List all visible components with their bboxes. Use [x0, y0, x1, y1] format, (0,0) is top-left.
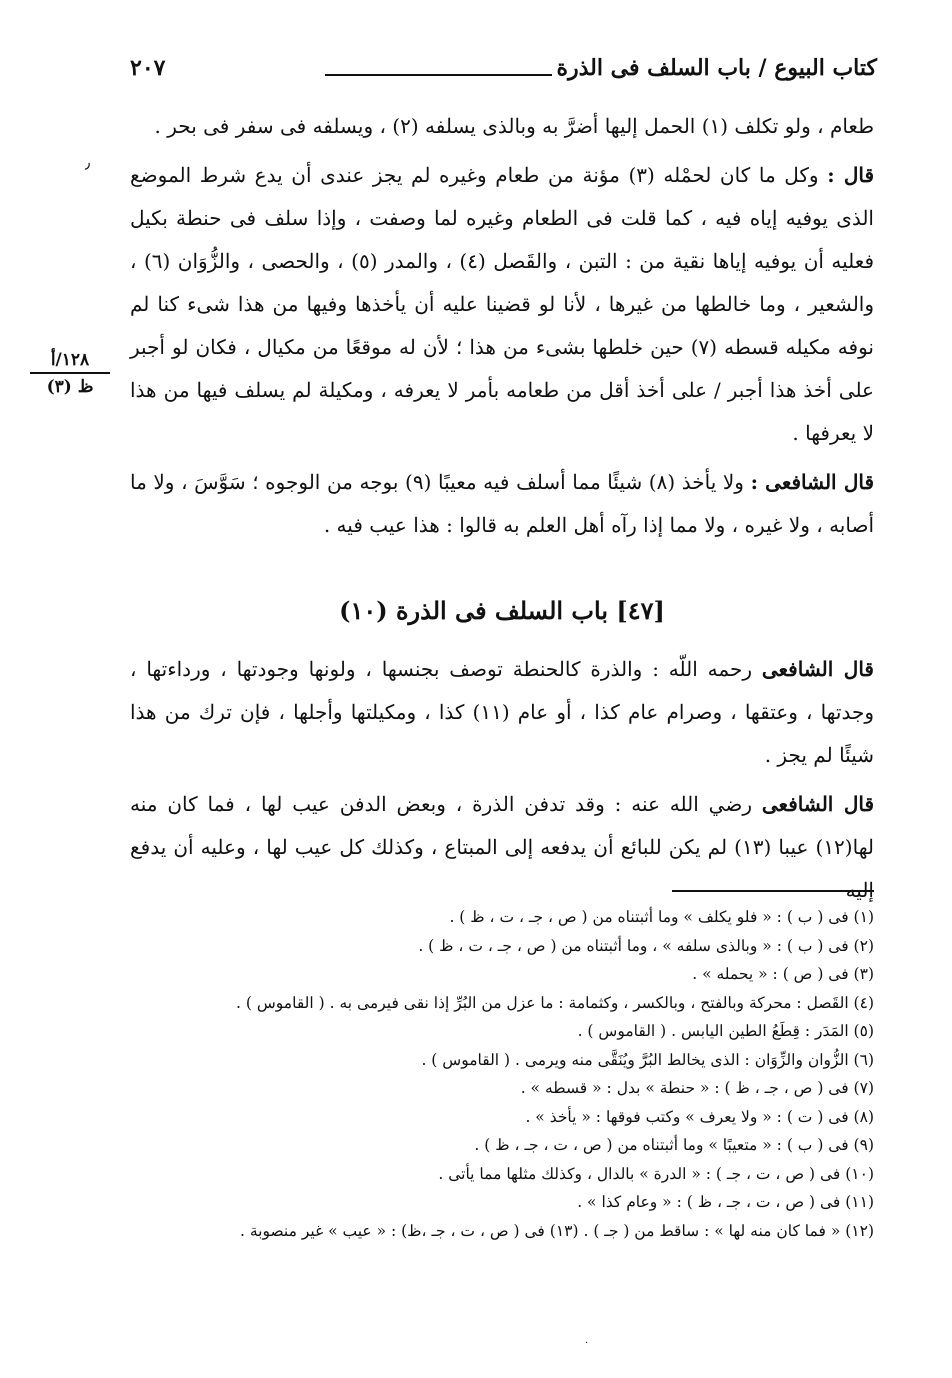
main-text: [130, 105, 874, 553]
bottom-mark: ·: [585, 1338, 589, 1349]
paragraph-lead: قال :: [827, 163, 875, 187]
paragraph-lead: قال الشافعى :: [750, 470, 875, 494]
footnote: (٩) فى ( ب ) : « متعيبًا » وما أثبتناه من ( ص ، ت ، جـ ، ظ ) .: [474, 1136, 874, 1154]
manuscript-ref: ظ (٣): [46, 377, 94, 397]
paragraph: [130, 154, 874, 455]
footnote: (٢) فى ( ب ) : « وبالذى سلفه » ، وما أثبتناه من ( ص ، جـ ، ت ، ظ ) .: [418, 936, 874, 955]
footnote: (١٢) « فما كان منه لها » : ساقط من ( جـ ) . (١٣) فى ( ص ، ت ، جـ ،ظ) : « عيب » غير منصوبة .: [240, 1221, 874, 1240]
chapter-heading: [٤٧] باب السلف فى الذرة (١٠): [339, 596, 665, 625]
header-rule: [325, 74, 552, 76]
running-header: [130, 55, 877, 93]
footnote: (١١) فى ( ص ، ت ، جـ ، ظ ) : « وعام كذا » .: [577, 1193, 874, 1211]
paragraph-text: رحمه اللّه : والذرة كالحنطة توصف بجنسها ، ولونها وجودتها ، ورداءتها ، وجدتها ، وعتقها ، وصرام عام كذا ، أو عام (١١) كذا ، ومكيلتها وأجلها ، فإن ترك من هذا شيئًا لم يجز .: [130, 657, 874, 767]
footnotes: [130, 903, 874, 1245]
footnote: (١٠) فى ( ص ، ت ، جـ ) : « الدرة » بالدال ، وكذلك مثلها مما يأتى .: [438, 1164, 874, 1183]
paragraph-lead: قال الشافعى: [761, 792, 875, 816]
manuscript-folio-note: [30, 350, 110, 397]
page-number: ٢٠٧: [130, 55, 166, 81]
paragraph: [130, 461, 874, 547]
footnote: (٨) فى ( ت ) : « ولا يعرف » وكتب فوقها : « يأخذ » .: [525, 1107, 874, 1126]
footnote: (٧) فى ( ص ، جـ ، ظ ) : « حنطة » بدل : « قسطه » .: [520, 1079, 874, 1097]
footnote: (٦) الزُّوان والزِّوَان : الذى يخالط البُرَّ ويُنَقَّى منه ويرمى . ( القاموس ) .: [421, 1050, 874, 1069]
margin-mark: ٫: [85, 153, 91, 172]
footnote-rule: [672, 890, 874, 892]
paragraph: [130, 648, 874, 777]
folio-ref: ١٢٨/أ: [30, 350, 110, 374]
paragraph-text: رضي الله عنه : وقد تدفن الذرة ، وبعض الدفن عيب لها ، فما كان منه لها(١٢) عيبا (١٣) لم يكن للبائع أن يدفعه إلى المبتاع ، وكذلك كل عيب لها ، وعليه أن يدفع إليه: [130, 792, 875, 902]
paragraph-lead: قال الشافعى: [761, 657, 874, 681]
paragraph-text: ولا يأخذ (٨) شيئًا مما أسلف فيه معيبًا (٩) بوجه من الوجوه ؛ سَوَّسَ ، ولا ما أصابه ، ولا غيره ، ولا مما إذا رآه أهل العلم به قالوا : هذا عيب فيه .: [130, 470, 874, 537]
footnote: (٥) المَدَر : قِطَعُ الطين اليابس . ( القاموس ) .: [577, 1022, 874, 1040]
running-title: كتاب البيوع / باب السلف فى الذرة: [556, 55, 877, 81]
footnote: (١) فى ( ب ) : « فلو يكلف » وما أثبتناه من ( ص ، جـ ، ت ، ظ ) .: [449, 908, 874, 926]
paragraph-text: وكل ما كان لحمْله (٣) مؤنة من طعام وغيره لم يجز عندى أن يدع شرط الموضع الذى يوفيه إياه فيه ، كما قلت فى الطعام وغيره لما وصفت ، وإذا سلف فى حنطة بكيل فعليه أن يوفيه إياها نقية من : التبن ، والقَصل (٤) ، والمدر (٥) ، والحصى ، والزُّوَان (٦) ، والشعير ، وما خالطها من غيرها ، لأنا لو قضينا عليه أن يأخذها وفيها من هذا شىء كنا لم نوفه مكيله قسطه (٧) حين خلطها بشىء من هذا ؛ لأن له موقعًا من مكيال ، فكان لو أجبر على أخذ هذا أجبر / على أخذ أقل من طعامه بأمر لا يعرفه ، ومكيلة لم يسلف فيها من هذا لا يعرفها .: [130, 163, 875, 445]
paragraph: طعام ، ولو تكلف (١) الحمل إليها أضرَّ به وبالذى يسلفه (٢) ، ويسلفه فى سفر فى بحر .: [154, 114, 874, 138]
main-text-2: [130, 648, 874, 918]
paragraph: [130, 783, 874, 912]
footnote: (٤) القَصل : محركة وبالفتح ، وبالكسر ، وكثمامة : ما عزل من البُرِّ إذا نقى فيرمى به . ( القاموس ) .: [236, 993, 874, 1012]
footnote: (٣) فى ( ص ) : « يحمله » .: [692, 965, 874, 983]
